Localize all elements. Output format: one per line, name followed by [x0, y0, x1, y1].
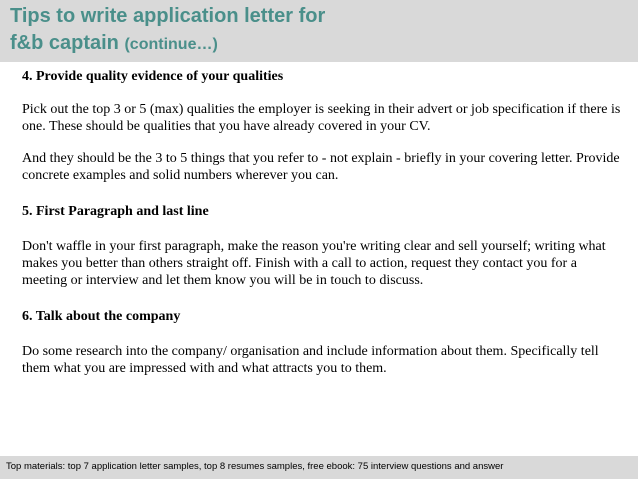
paragraph-company: Do some research into the company/ organisation and include information about them. Specifically tell them what you are impressed with and what attracts you to them. [22, 344, 599, 376]
page-title-line-2 [10, 30, 218, 58]
footer-bar [0, 456, 638, 479]
footer-text: Top materials: top 7 application letter samples, top 8 resumes samples, free ebook: 75 interview questions and answer [6, 461, 504, 472]
paragraph-first-paragraph: Don't waffle in your first paragraph, make the reason you're writing clear and sell yourself; writing what makes you better than others straight off. Finish with a call to action, request they contact you for a meeting or interview and let them know you will be in touch to discuss. [22, 239, 606, 288]
section-heading-company: 6. Talk about the company [22, 309, 181, 324]
section-heading-qualities: 4. Provide quality evidence of your qualities [22, 69, 284, 84]
section-heading-first-paragraph: 5. First Paragraph and last line [22, 204, 209, 219]
page-title-suffix: (continue…) [124, 36, 218, 53]
paragraph-things-to-refer: And they should be the 3 to 5 things that you refer to - not explain - briefly in your covering letter. Provide concrete examples and solid numbers wherever you can. [22, 151, 620, 183]
page-title-main: f&b captain [10, 32, 119, 54]
title-bar [0, 0, 638, 62]
page-title-line-1: Tips to write application letter for [10, 5, 326, 27]
main-content [22, 66, 622, 377]
paragraph-qualities: Pick out the top 3 or 5 (max) qualities the employer is seeking in their advert or job specification if there is one. These should be qualities that you have already covered in your CV. [22, 102, 621, 134]
